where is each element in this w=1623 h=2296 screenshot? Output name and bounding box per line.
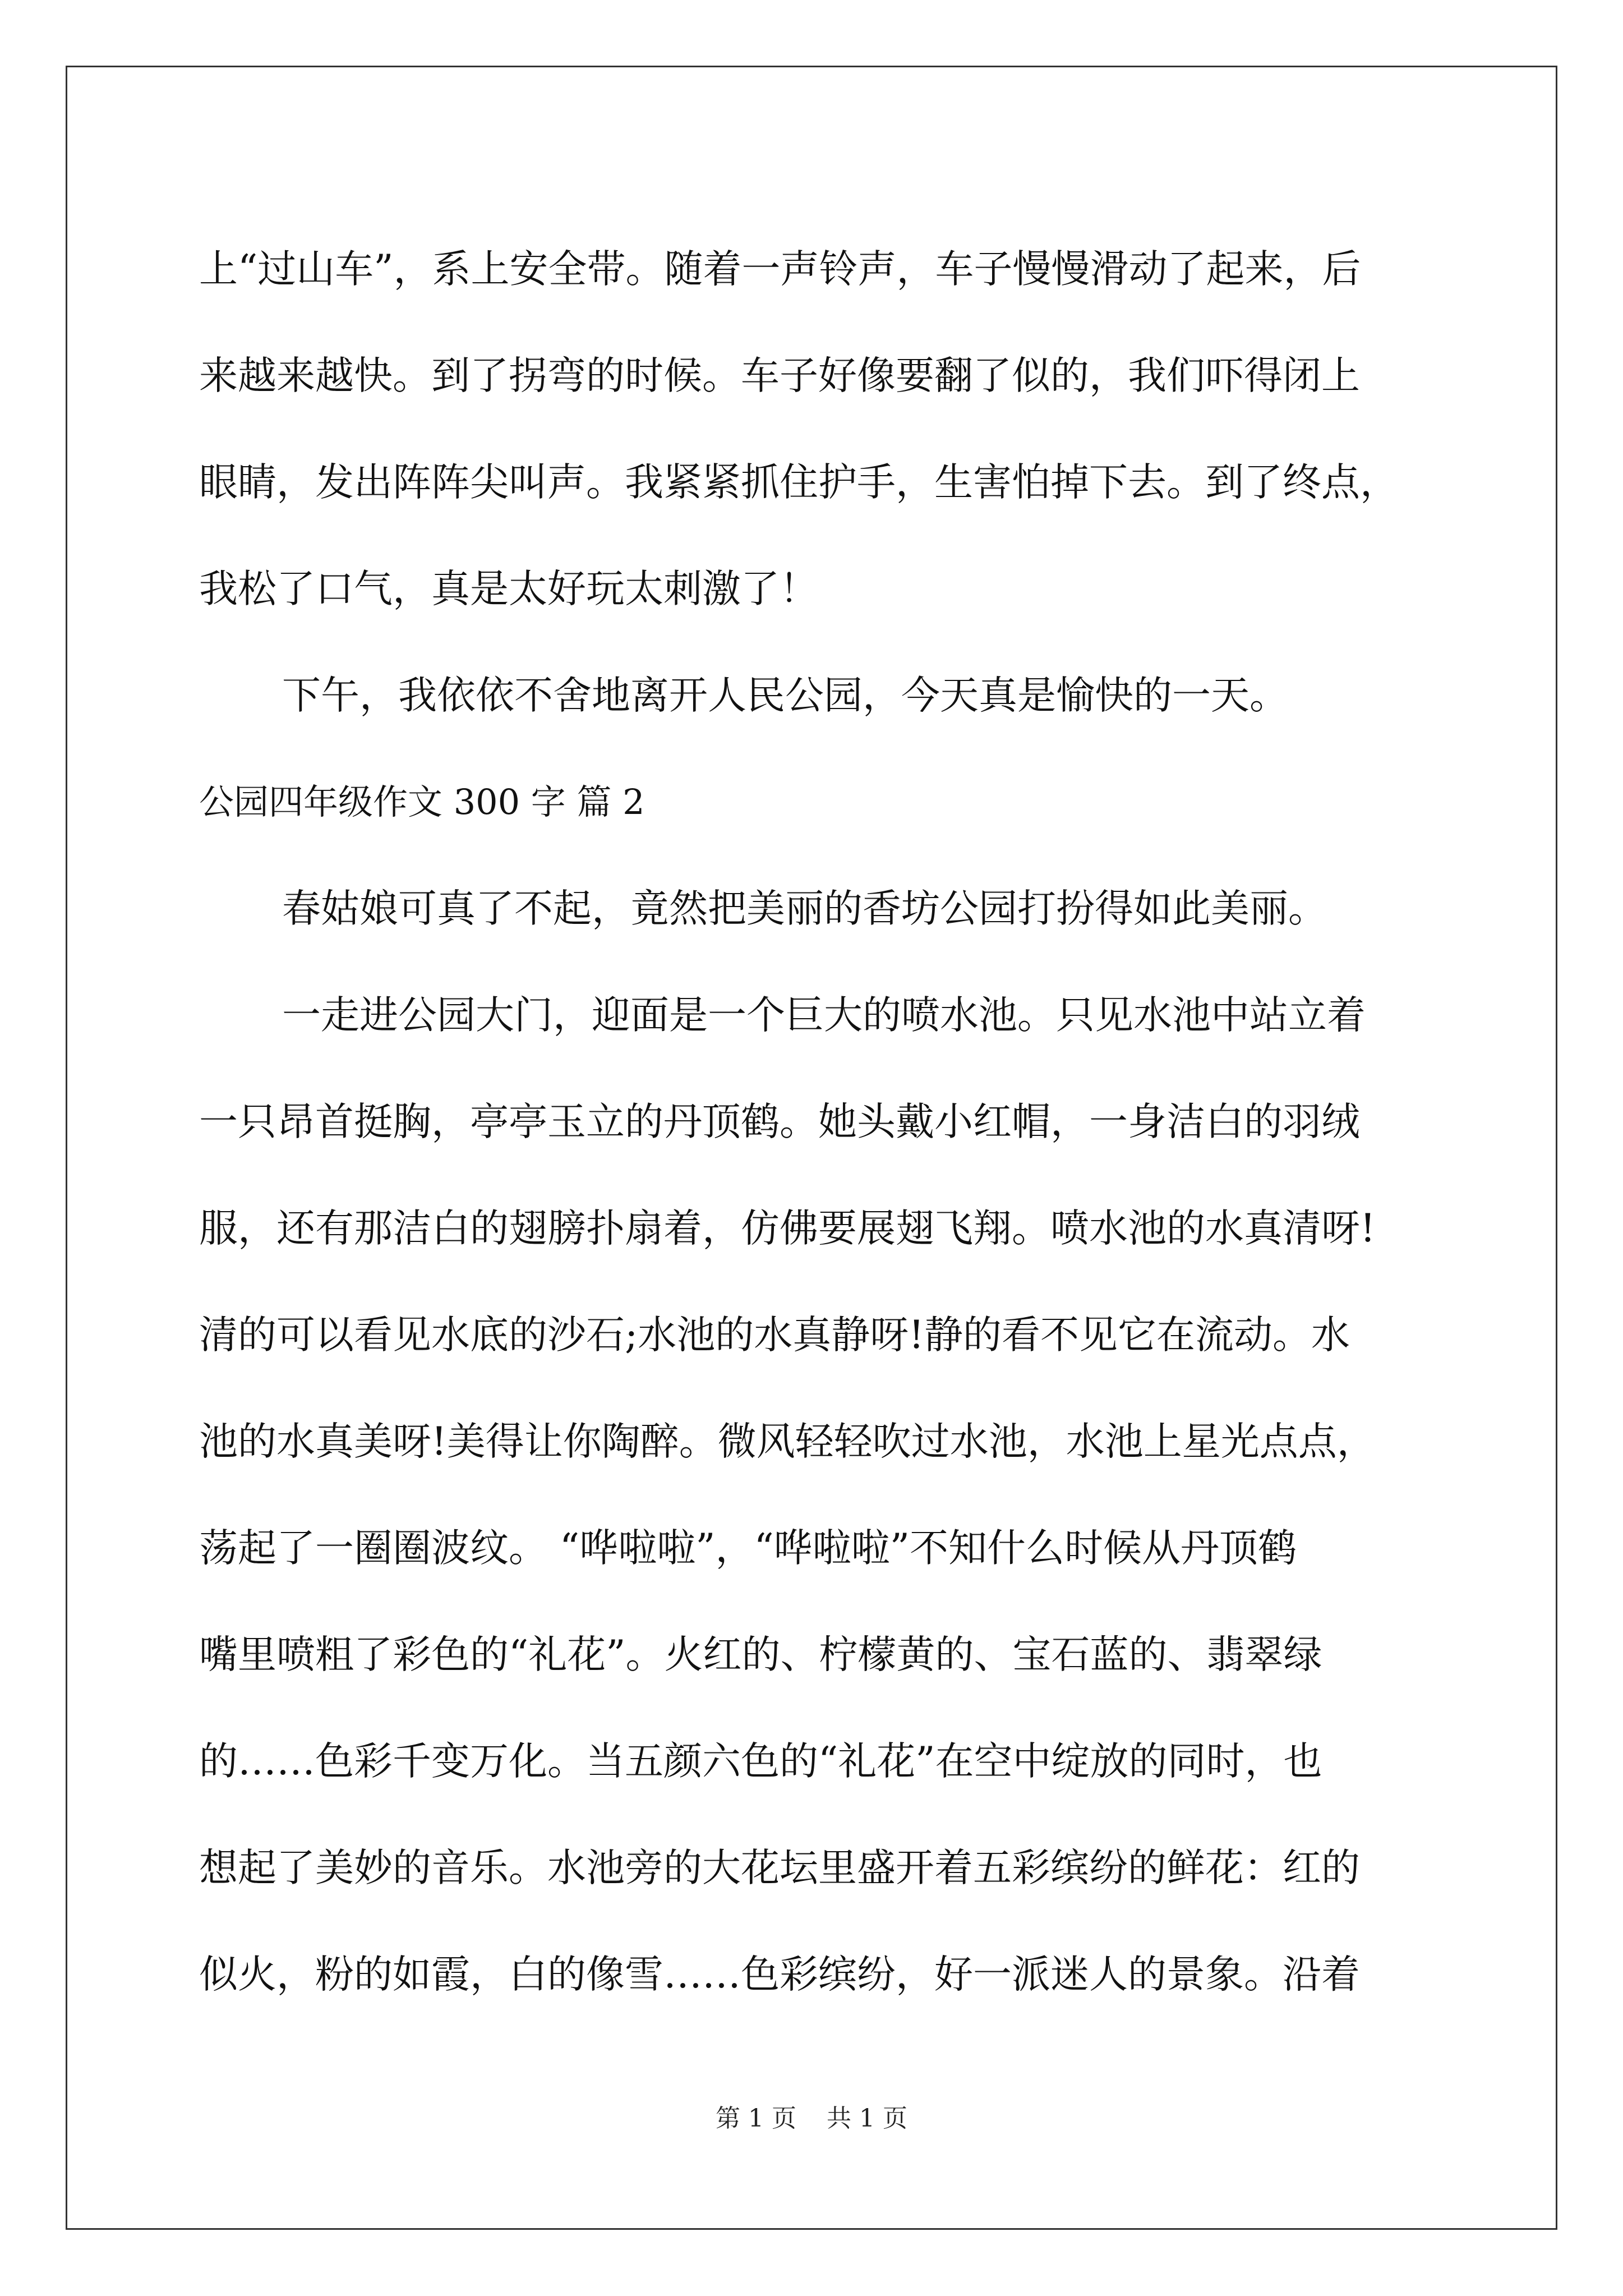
text-line: 来越来越快。到了拐弯的时候。车子好像要翻了似的，我们吓得闭上: [199, 353, 1360, 398]
page-footer: [0, 2098, 1623, 2134]
document-body: [199, 216, 1433, 2028]
text-line: 下午，我依依不舍地离开人民公园，今天真是愉快的一天。: [282, 673, 1288, 718]
text-line: 荡起了一圈圈波纹。 “哗啦啦”，“哗啦啦”不知什么时候从丹顶鹤: [199, 1526, 1297, 1571]
text-line: 的……色彩千变万化。当五颜六色的“礼花”在空中绽放的同时，也: [199, 1739, 1322, 1784]
text-line: 嘴里喷粗了彩色的“礼花”。火红的、柠檬黄的、宝石蓝的、翡翠绿: [199, 1632, 1322, 1677]
text-line: 上“过山车”，系上安全带。随着一声铃声，车子慢慢滑动了起来，后: [199, 247, 1361, 292]
text-line: 眼睛，发出阵阵尖叫声。我紧紧抓住护手，生害怕掉下去。到了终点，: [199, 460, 1399, 505]
text-line: 服，还有那洁白的翅膀扑扇着，仿佛要展翅飞翔。喷水池的水真清呀!: [199, 1206, 1376, 1251]
text-line: 我松了口气，真是太好玩太刺激了！: [199, 567, 818, 611]
page-total: 共 1 页: [827, 2104, 907, 2133]
section-heading: 公园四年级作文 300 字 篇 2: [199, 781, 645, 822]
text-line: 一走进公园大门，迎面是一个巨大的喷水池。只见水池中站立着: [282, 993, 1366, 1038]
text-line: 一只昂首挺胸，亭亭玉立的丹顶鹤。她头戴小红帽，一身洁白的羽绒: [199, 1099, 1360, 1144]
text-line: 池的水真美呀!美得让你陶醉。微风轻轻吹过水池，水池上星光点点，: [199, 1419, 1376, 1464]
page-number: 第 1 页: [716, 2104, 796, 2133]
text-line: 清的可以看见水底的沙石;水池的水真静呀!静的看不见它在流动。水: [199, 1313, 1350, 1358]
text-line: 想起了美妙的音乐。水池旁的大花坛里盛开着五彩缤纷的鲜花：红的: [199, 1846, 1360, 1890]
text-line: 春姑娘可真了不起，竟然把美丽的香坊公园打扮得如此美丽。: [282, 886, 1327, 931]
text-line: 似火，粉的如霞，白的像雪……色彩缤纷，好一派迷人的景象。沿着: [199, 1952, 1360, 1997]
